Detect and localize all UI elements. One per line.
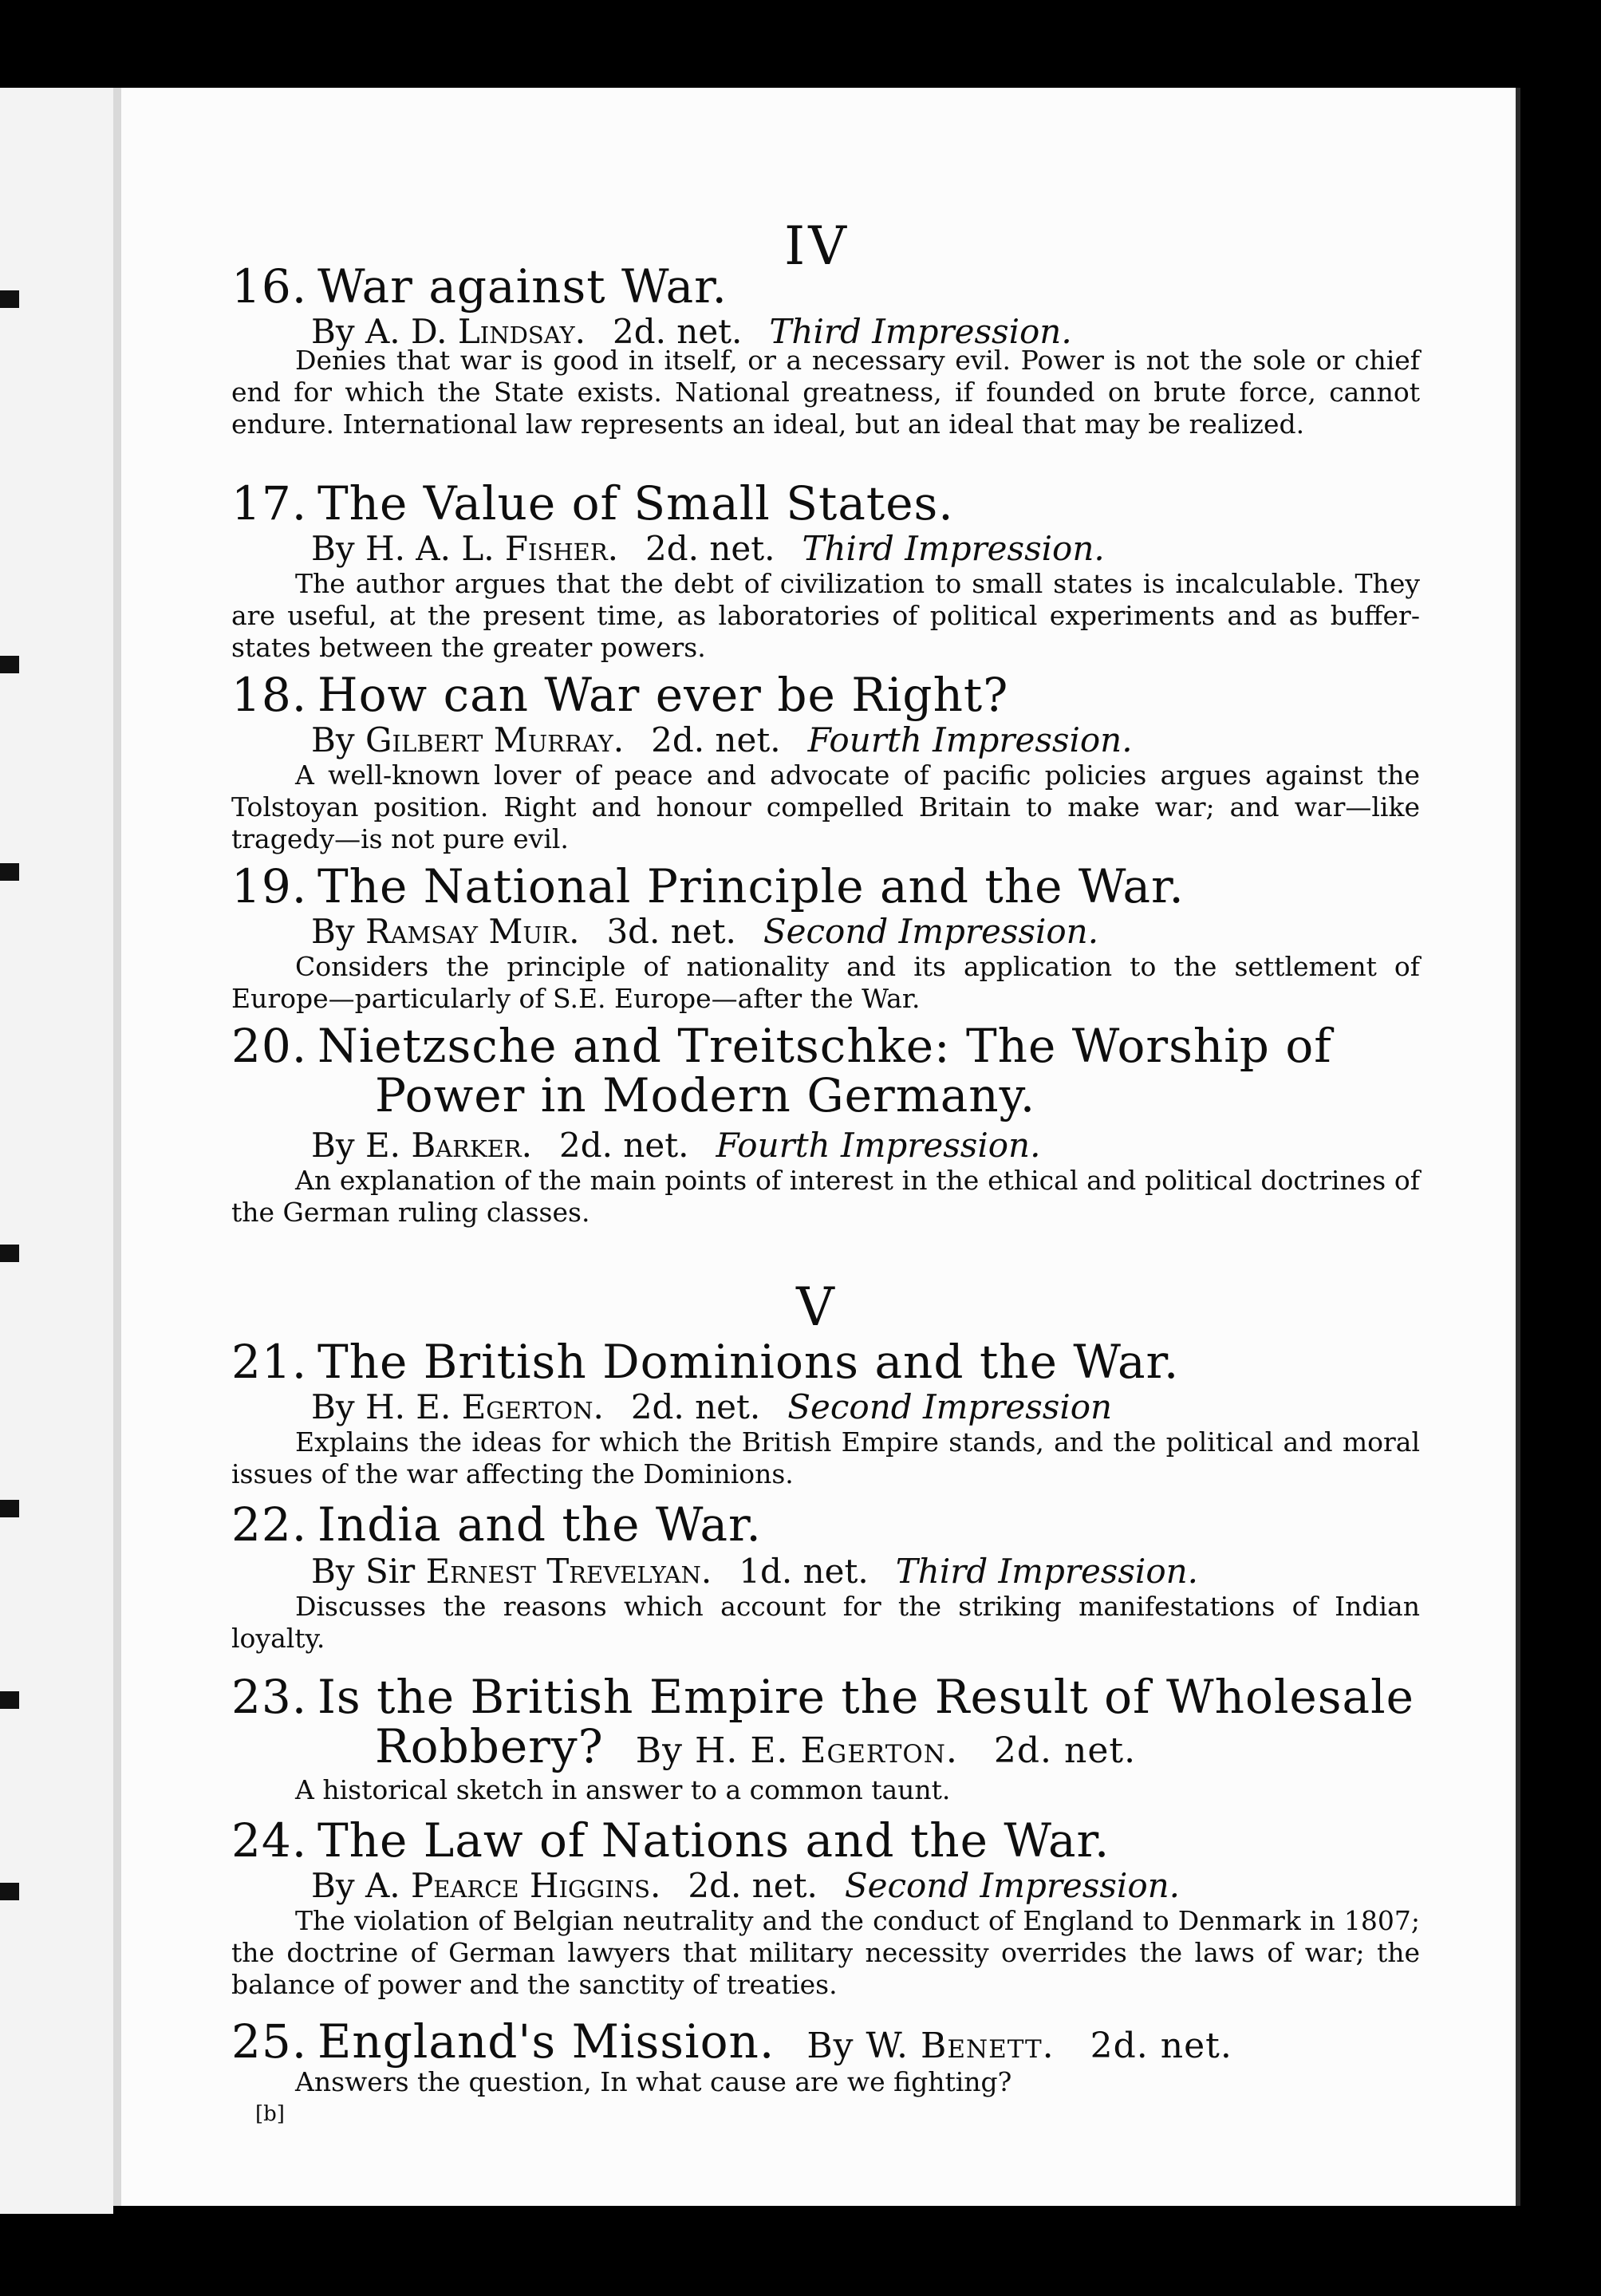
entry-description: An explanation of the main points of interest in the ethical and political doctrines of the German ruling classes. [231,1165,1420,1228]
entry-title [231,2014,1460,2071]
text-fragment [0,1245,19,1262]
price: 2d. net. [688,1866,818,1905]
text-fragment [0,290,19,308]
page-signature-mark: [b] [255,2102,285,2126]
price: 2d. net. [645,529,775,568]
entry-title [231,1813,1460,1868]
entry-description: Denies that war is good in itself, or a necessary evil. Power is not the sole or chief end for which the State exists. National greatness, if founded on brute force, cannot endure. International law represents an ideal, but an ideal that may be realized. [231,345,1420,440]
entry-byline [806,2026,1232,2066]
by-label: By [311,1866,355,1905]
entry-description: Discusses the reasons which account for the striking manifestations of Indian loyalty. [231,1591,1420,1654]
author: A. Pearce Higgins. [365,1866,661,1905]
impression: Second Impression [787,1387,1113,1426]
by-label: By [806,2026,854,2066]
text-fragment [0,1883,19,1900]
entry-number: 24. [231,1813,308,1868]
entry-description: Answers the question, In what cause are we fighting? [295,2066,1012,2097]
by-label: By [311,912,355,951]
entry-byline [311,913,1460,951]
impression: Third Impression. [895,1552,1199,1591]
entry-byline [311,530,1460,568]
impression: Second Impression. [844,1866,1181,1905]
entry-number: 20. [231,1019,308,1073]
entry-number: 23. [231,1670,308,1724]
entry-byline [311,1388,1460,1426]
price: 2d. net. [1090,2026,1232,2066]
entry-byline [311,721,1460,759]
price: 2d. net. [630,1387,761,1426]
entry-number: 21. [231,1335,308,1389]
impression: Fourth Impression. [807,720,1133,759]
text-fragment [0,1500,19,1517]
entry-title [231,670,1460,720]
entry-title [231,476,1460,531]
entry-title-text: The Law of Nations and the War. [317,1813,1110,1868]
by-label: By Sir [311,1552,416,1591]
entry-title-continuation: Power in Modern Germany. [375,1068,1036,1122]
entry-title-text: The National Principle and the War. [317,859,1185,913]
price: 2d. net. [612,312,743,351]
entry-title [231,1337,1460,1387]
price: 1d. net. [739,1552,869,1591]
entry-byline [311,1552,1460,1591]
entry-description: Explains the ideas for which the British Empire stands, and the political and moral issues of the war affecting the Dominions. [231,1426,1420,1489]
entry-number: 25. [231,2014,308,2069]
entry-title [231,259,1460,314]
entry-title-text: The Value of Small States. [317,476,954,531]
author: H. E. Egerton. [365,1387,604,1426]
entry-title-text: Nietzsche and Treitschke: The Worship of [317,1019,1332,1073]
author: Ramsay Muir. [365,912,580,951]
text-fragment [0,1691,19,1709]
author: A. D. Lindsay. [365,312,586,351]
entry-number: 18. [231,668,308,722]
entry-byline [311,1867,1460,1905]
section-heading-v: V [796,1276,838,1338]
by-label: By [635,1730,683,1771]
entry-number: 22. [231,1497,308,1552]
impression: Third Impression. [769,312,1072,351]
author: E. Barker. [365,1126,532,1165]
entry-description: A well-known lover of peace and advocate of pacific policies argues against the Tolstoyan position. Right and honour compelled Britain to make war; and war—like tragedy—is not pure evil. [231,759,1420,854]
section-heading-iv: IV [784,215,850,277]
catalogue-page [113,88,1520,2206]
by-label: By [311,529,355,568]
author: W. Benett. [866,2026,1055,2066]
author: H. E. Egerton. [694,1730,958,1771]
by-label: By [311,1126,355,1165]
entry-description: The author argues that the debt of civilization to small states is incalculable. They are useful, at the present time, as laboratories of political experiments and as buffer-states between the greater powers. [231,568,1420,663]
entry-description: Considers the principle of nationality and its application to the settlement of Europe—particularly of S.E. Europe—after the War. [231,951,1420,1014]
entry-byline [636,1730,1136,1771]
entry-title [231,1672,1460,1776]
author: Ernest Trevelyan. [425,1552,712,1591]
entry-byline [311,1126,1460,1165]
entry-description: The violation of Belgian neutrality and the conduct of England to Denmark in 1807; the doctrine of German lawyers that military necessity overrides the laws of war; the balance of power and the sanctity of treaties. [231,1905,1420,2000]
by-label: By [311,1387,355,1426]
entry-title-text: The British Dominions and the War. [317,1335,1180,1389]
entry-title [231,1021,1460,1120]
impression: Fourth Impression. [716,1126,1041,1165]
entry-number: 19. [231,859,308,913]
text-fragment [0,656,19,673]
entry-title-continuation: Robbery? [375,1719,604,1773]
entry-number: 17. [231,476,308,531]
price: 3d. net. [606,912,736,951]
entry-description: A historical sketch in answer to a common taunt. [295,1774,951,1805]
by-label: By [311,720,355,759]
impression: Second Impression. [763,912,1099,951]
text-fragment [0,863,19,881]
entry-title-text: Is the British Empire the Result of Wholesale [317,1670,1414,1724]
price: 2d. net. [558,1126,689,1165]
entry-title-text: How can War ever be Right? [317,668,1009,722]
price: 2d. net. [651,720,781,759]
entry-title-text: War against War. [317,259,728,314]
facing-page-edge [0,88,113,2214]
author: Gilbert Murray. [365,720,625,759]
entry-title [231,859,1460,913]
impression: Third Impression. [802,529,1105,568]
entry-number: 16. [231,259,308,314]
by-label: By [311,312,355,351]
entry-title-text: India and the War. [317,1497,762,1552]
price: 2d. net. [993,1730,1137,1771]
author: H. A. L. Fisher. [365,529,619,568]
entry-title-text: England's Mission. [317,2014,775,2069]
entry-title [231,1497,1460,1552]
